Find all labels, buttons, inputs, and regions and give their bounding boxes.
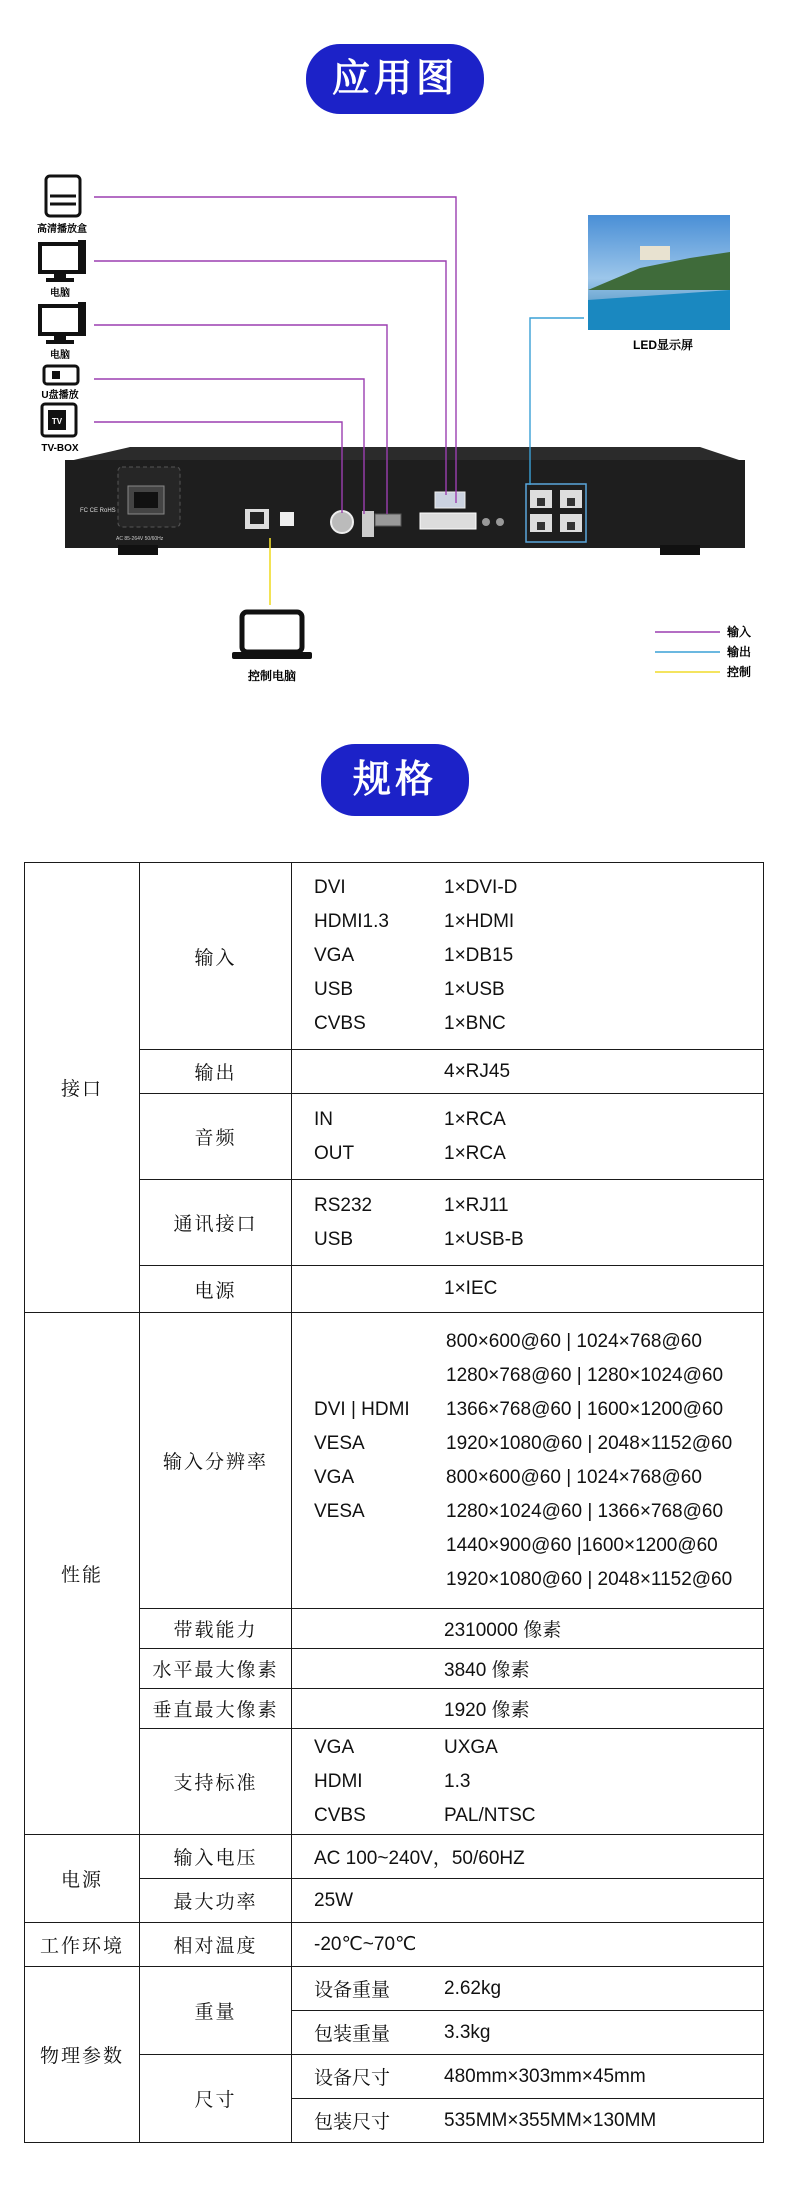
size-device: 设备尺寸 480mm×303mm×45mm <box>292 2055 764 2099</box>
device-marking: AC 85-264V 50/60Hz <box>116 536 164 542</box>
row-label-power: 电源 <box>140 1266 292 1313</box>
spec-table <box>24 862 764 2143</box>
maxpower-value: 25W <box>292 1879 764 1923</box>
svg-text:控制: 控制 <box>727 665 752 679</box>
temperature-value: -20℃~70℃ <box>292 1923 764 1967</box>
tv-box-icon <box>42 404 76 436</box>
group-physical: 物理参数 <box>25 1967 140 2143</box>
row-label-temperature: 相对温度 <box>140 1923 292 1967</box>
source-label-computer-2: 电脑 <box>50 350 70 361</box>
row-label-size: 尺寸 <box>140 2055 292 2143</box>
weight-device: 设备重量 2.62kg <box>292 1967 764 2011</box>
row-label-hmax: 水平最大像素 <box>140 1649 292 1689</box>
specs-heading: 规格 <box>321 744 469 816</box>
row-label-output: 输出 <box>140 1050 292 1094</box>
application-diagram <box>0 140 790 710</box>
source-label-computer-1: 电脑 <box>50 288 70 299</box>
voltage-value: AC 100~240V，50/60HZ <box>292 1835 764 1879</box>
row-label-input: 输入 <box>140 863 292 1050</box>
row-label-voltage: 输入电压 <box>140 1835 292 1879</box>
led-screen-image <box>588 215 730 330</box>
table-row <box>25 1967 764 2011</box>
standard-values: VGA UXGA HDMI 1.3 CVBS PAL/NTSC <box>292 1729 764 1835</box>
controller-device <box>65 447 745 555</box>
laptop-icon <box>232 612 312 659</box>
row-label-comm: 通讯接口 <box>140 1180 292 1266</box>
row-label-resolution: 输入分辨率 <box>140 1313 292 1609</box>
application-heading: 应用图 <box>306 44 484 114</box>
hmax-value: 3840 像素 <box>292 1649 764 1689</box>
legend <box>655 624 751 679</box>
row-label-weight: 重量 <box>140 1967 292 2055</box>
table-row <box>25 863 764 1050</box>
device-cert: FC CE RoHS <box>80 508 116 514</box>
input-values: DVI 1×DVI-D HDMI1.3 1×HDMI VGA 1×DB15 USB 1×USB CVBS 1×BNC <box>292 863 764 1050</box>
row-label-load: 带载能力 <box>140 1609 292 1649</box>
table-row <box>25 1835 764 1879</box>
computer-icon <box>40 302 86 344</box>
size-package: 包装尺寸 535MM×355MM×130MM <box>292 2099 764 2143</box>
weight-package: 包装重量 3.3kg <box>292 2011 764 2055</box>
screen-label: LED显示屏 <box>632 338 694 352</box>
comm-values: RS232 1×RJ11 USB 1×USB-B <box>292 1180 764 1266</box>
vmax-value: 1920 像素 <box>292 1689 764 1729</box>
group-interface: 接口 <box>25 863 140 1313</box>
row-label-standard: 支持标准 <box>140 1729 292 1835</box>
svg-text:输入: 输入 <box>727 625 752 639</box>
table-row <box>25 1313 764 1609</box>
resolution-values: 800×600@60 | 1024×768@60 1280×768@60 | 1280×1024@60 DVI | HDMI 1366×768@60 | 1600×1200@60 VESA 1920×1080@60 | 2048×1152@60 VGA 800×600@60 | 1024×768@60 VESA 1280×1024@60 | 1366×768@60 1440×900@60 |1600×1200@60 1920×1080@60 | 2048×1152@60 <box>292 1313 764 1609</box>
hd-player-icon <box>46 176 80 216</box>
group-power: 电源 <box>25 1835 140 1923</box>
group-performance: 性能 <box>25 1313 140 1835</box>
usb-drive-icon <box>44 366 78 384</box>
svg-text:输出: 输出 <box>727 645 752 659</box>
source-label-hd-player: 高清播放盒 <box>37 224 87 235</box>
audio-values: IN 1×RCA OUT 1×RCA <box>292 1094 764 1180</box>
table-row <box>25 1923 764 1967</box>
row-label-vmax: 垂直最大像素 <box>140 1689 292 1729</box>
output-value: 4×RJ45 <box>292 1050 764 1094</box>
row-label-maxpower: 最大功率 <box>140 1879 292 1923</box>
computer-icon <box>40 240 86 282</box>
power-value: 1×IEC <box>292 1266 764 1313</box>
source-label-usb: U盘播放 <box>41 390 79 401</box>
svg-text:TV: TV <box>51 417 63 426</box>
control-label: 控制电脑 <box>247 669 297 683</box>
load-value: 2310000 像素 <box>292 1609 764 1649</box>
group-environment: 工作环境 <box>25 1923 140 1967</box>
source-label-tv-box: TV-BOX <box>41 443 79 454</box>
row-label-audio: 音频 <box>140 1094 292 1180</box>
